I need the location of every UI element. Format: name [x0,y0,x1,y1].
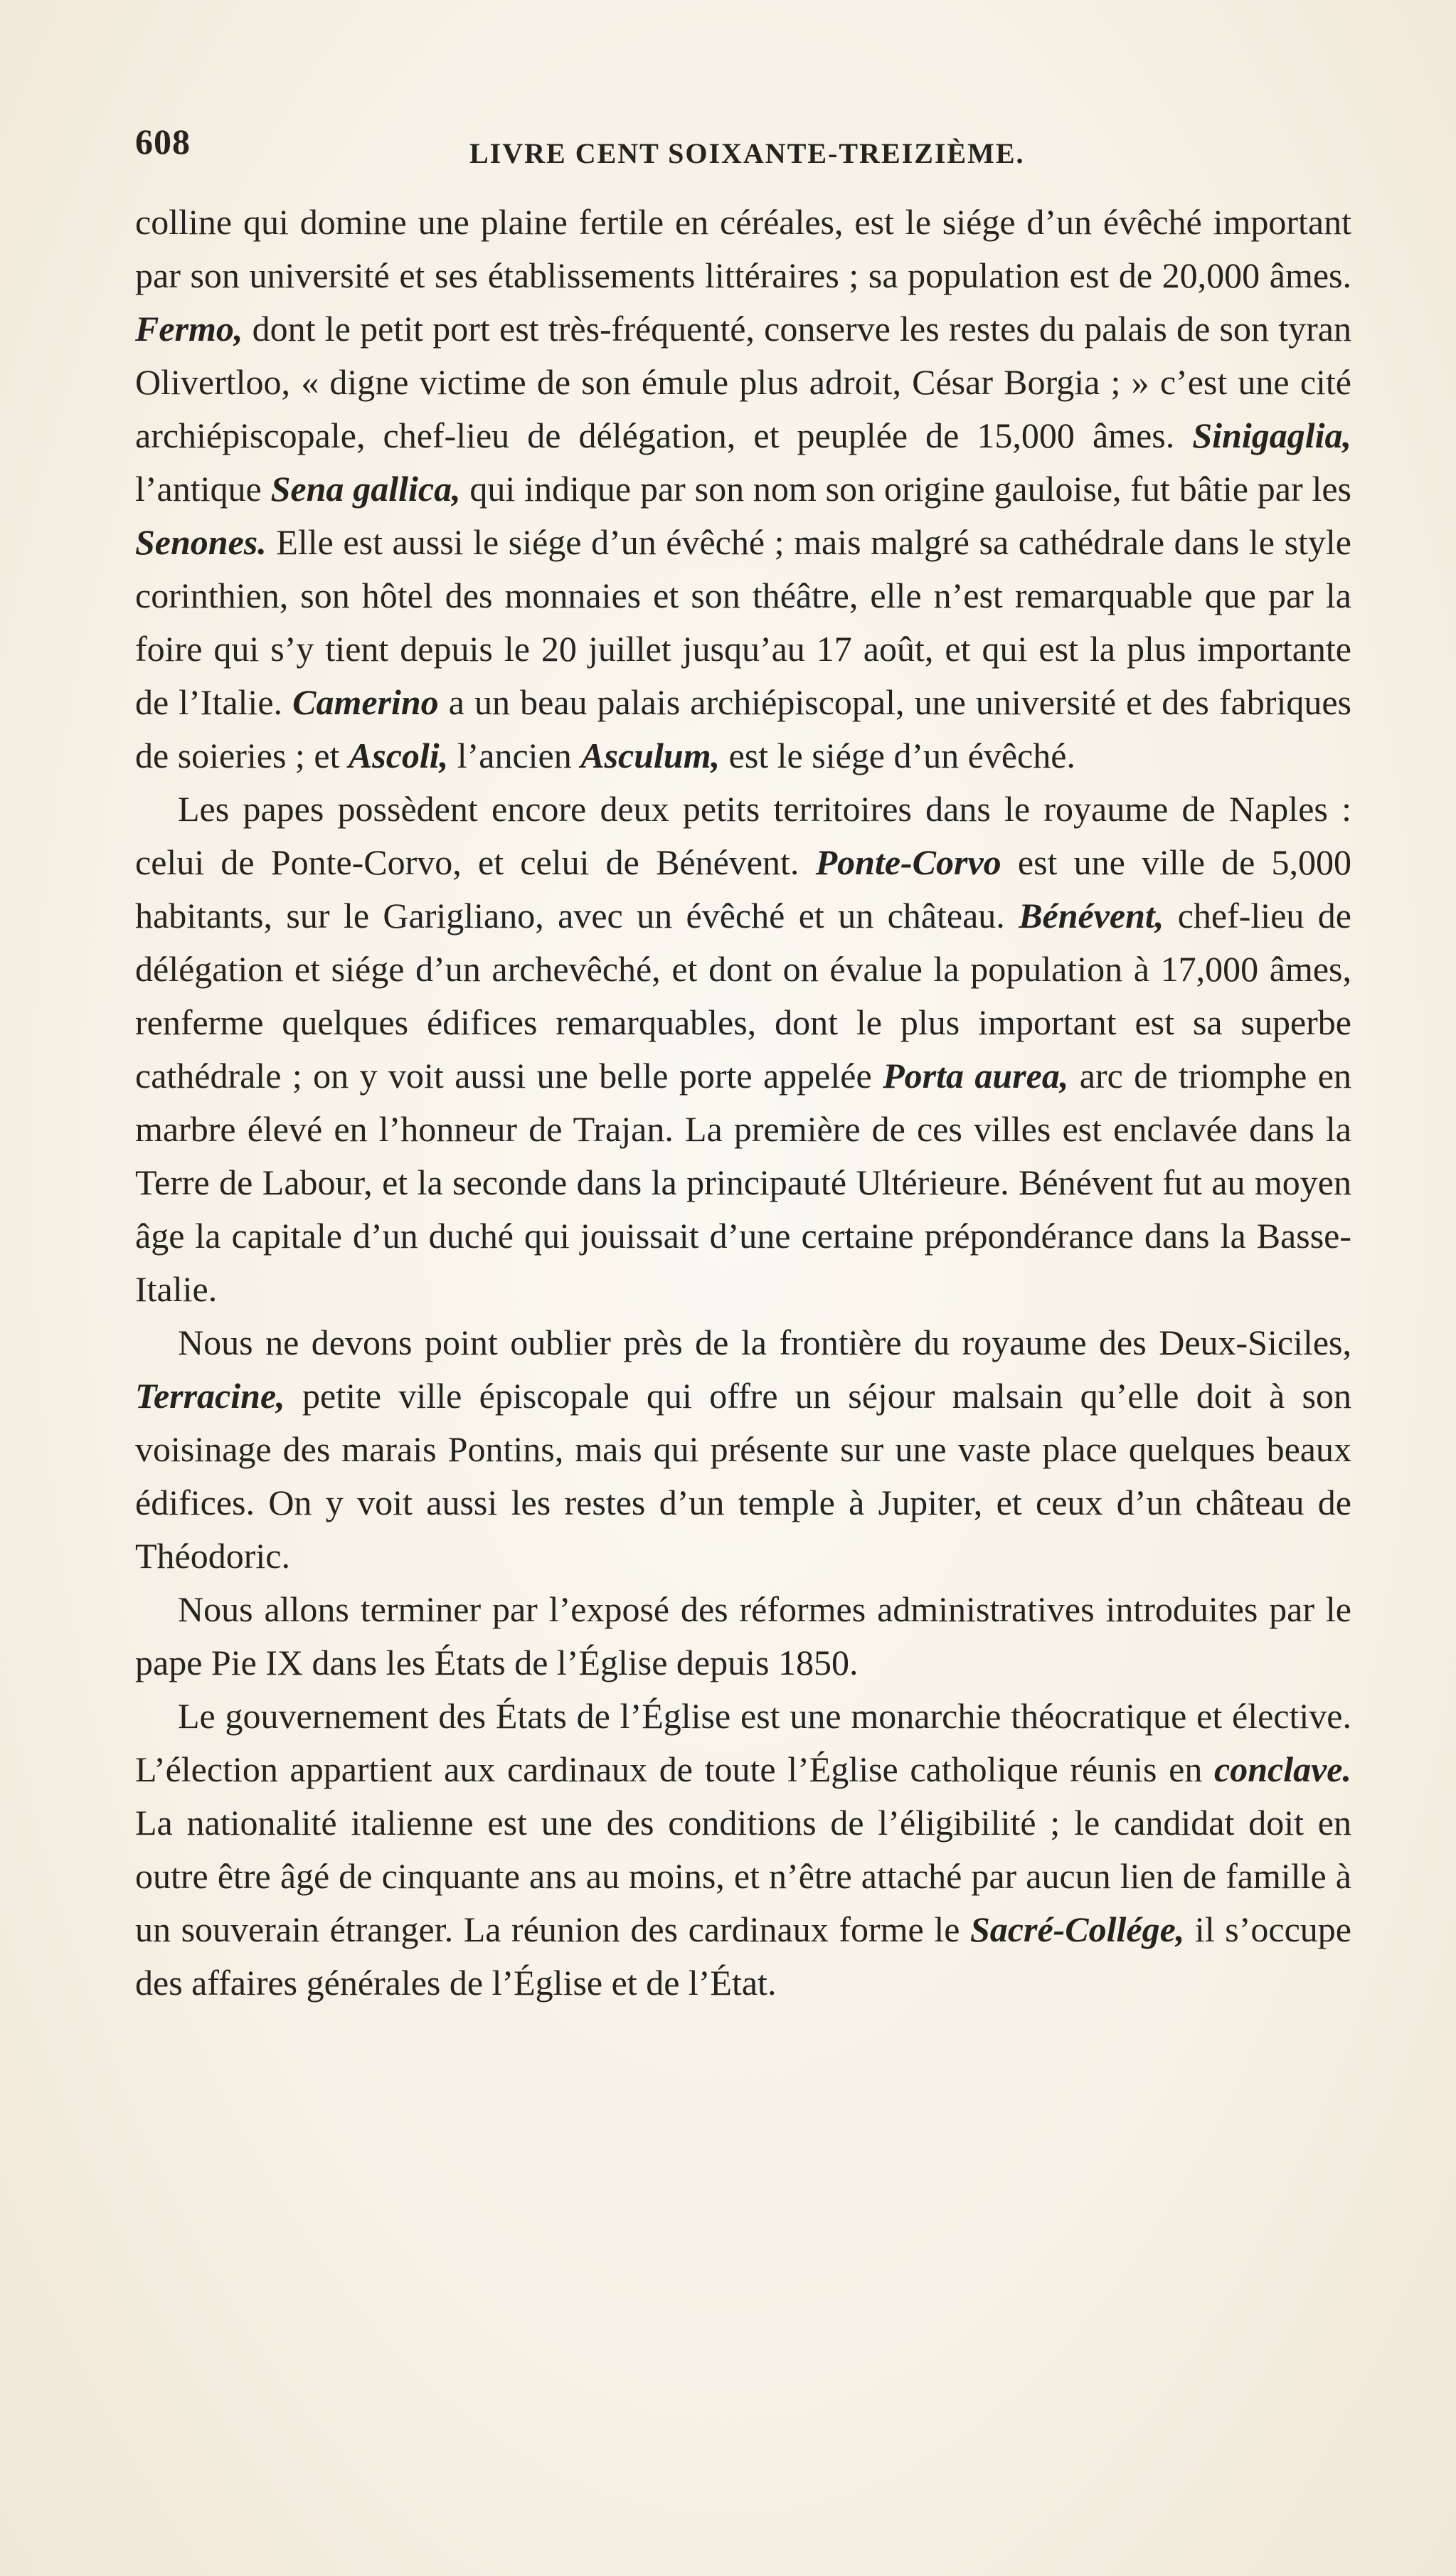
text-run: Le gouvernement des États de l’Église est une monarchie théocratique et élective. L’élection appartient aux cardinaux de toute l’Église catholique réunis en [135,1696,1351,1789]
page-header [135,121,1337,178]
text-run: Nous ne devons point oublier près de la frontière du royaume des Deux-Siciles, [178,1323,1351,1362]
page-number: 608 [135,122,191,161]
italic-term: conclave. [1214,1749,1351,1789]
body-text [135,196,1351,2010]
text-run: qui indique par son nom son origine gauloise, fut bâtie par les [460,469,1351,509]
paragraph [135,1316,1351,1583]
italic-term: Ponte-Corvo [815,842,1001,882]
text-run: a un beau palais archiépiscopal, une université et des fabriques de soieries ; et [135,682,1351,775]
paragraph [135,783,1351,1316]
italic-term: Fermo, [135,309,243,349]
text-run: petite ville épiscopale qui offre un séjour malsain qu’elle doit à son voisinage des marais Pontins, mais qui présente sur une vaste place quelques beaux édifices. On y voit aussi les restes d’un temple à Jupiter, et ceux d’un château de Théodoric. [135,1376,1351,1576]
text-run: il s’occupe des affaires générales de l’Église et de l’État. [135,1909,1351,2003]
text-run: l’ancien [448,736,581,775]
text-run: l’antique [135,469,271,509]
text-run: est une ville de 5,000 habitants, sur le Garigliano, avec un évêché et un château. [135,842,1351,935]
italic-term: Ascoli, [348,736,449,775]
text-run: est le siége d’un évêché. [720,736,1075,775]
running-title: LIVRE CENT SOIXANTE-TREIZIÈME. [469,137,1025,169]
italic-term: Porta aurea, [883,1056,1069,1096]
paragraph [135,1690,1351,2010]
italic-term: Sena gallica, [270,469,461,509]
text-run: colline qui domine une plaine fertile en céréales, est le siége d’un évêché important par son université et ses établissements littéraires ; sa population est de 20,000 âmes. [135,202,1351,295]
italic-term: Sinigaglia, [1192,415,1351,455]
italic-term: Senones. [135,522,267,562]
paragraph [135,196,1351,783]
paragraph [135,1583,1351,1690]
text-run: chef-lieu de délégation et siége d’un archevêché, et dont on évalue la population à 17,000 âmes, renferme quelques édifices remarquables, dont le plus important est sa superbe cathédrale ; on y voit aussi une belle porte appelée [135,896,1351,1096]
italic-term: Bénévent, [1019,896,1164,935]
italic-term: Terracine, [135,1376,285,1416]
text-run: arc de triomphe en marbre élevé en l’honneur de Trajan. La première de ces villes est enclavée dans la Terre de Labour, et la seconde dans la principauté Ultérieure. Bénévent fut au moyen âge la capitale d’un duché qui jouissait d’une certaine prépondérance dans la Basse-Italie. [135,1056,1351,1309]
text-run: Nous allons terminer par l’exposé des réformes administratives introduites par le pape Pie IX dans les États de l’Église depuis 1850. [135,1589,1351,1682]
italic-term: Camerino [292,682,439,722]
italic-term: Asculum, [580,736,721,775]
text-run: Les papes possèdent encore deux petits territoires dans le royaume de Naples : celui de Ponte-Corvo, et celui de Bénévent. [135,789,1351,882]
italic-term: Sacré-Collége, [970,1909,1185,1949]
text-run: La nationalité italienne est une des conditions de l’éligibilité ; le candidat doit en outre être âgé de cinquante ans au moins, et n’être attaché par aucun lien de famille à un souverain étranger. La réunion des cardinaux forme le [135,1803,1351,1949]
text-run: dont le petit port est très-fréquenté, conserve les restes du palais de son tyran Olivertloo, « digne victime de son émule plus adroit, César Borgia ; » c’est une cité archiépiscopale, chef-lieu de délégation, et peuplée de 15,000 âmes. [135,309,1351,455]
text-run: Elle est aussi le siége d’un évêché ; mais malgré sa cathédrale dans le style corinthien, son hôtel des monnaies et son théâtre, elle n’est remarquable que par la foire qui s’y tient depuis le 20 juillet jusqu’au 17 août, et qui est la plus importante de l’Italie. [135,522,1351,722]
